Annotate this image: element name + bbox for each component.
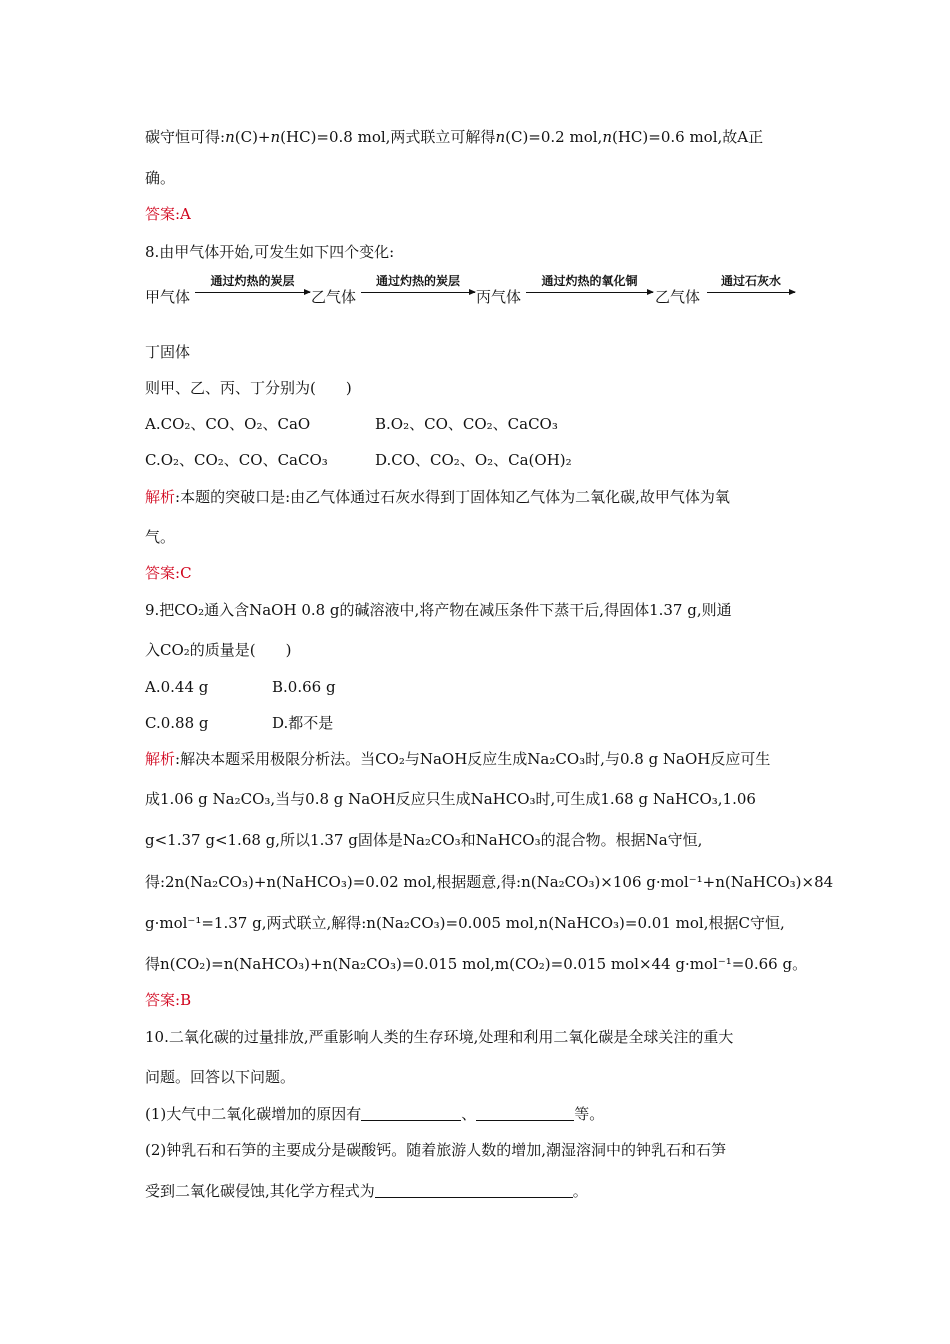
question-10-stem: 10.二氧化碳的过量排放,严重影响人类的生存环境,处理和利用二氧化碳是全球关注的重大 [145,1028,734,1046]
question-8-stem: 8.由甲气体开始,可发生如下四个变化: [145,243,395,261]
question-8-analysis: 解析:本题的突破口是:由乙气体通过石灰水得到丁固体知乙气体为二氧化碳,故甲气体为氧 [145,488,730,506]
option-d: D.都不是 [272,714,334,732]
flow-arrow-4 [707,272,795,293]
flow-arrow-1 [195,272,310,293]
arrow-icon [526,292,653,293]
analysis-line: g·mol⁻¹=1.37 g,两式联立,解得:n(Na₂CO₃)=0.005 mol,n(NaHCO₃)=0.01 mol,根据C守恒, [145,914,785,932]
question-9-stem-line: 入CO₂的质量是( ) [145,641,292,659]
reaction-flow-diagram [145,270,805,310]
sub-question-2-line: 受到二氧化碳侵蚀,其化学方程式为 。 [145,1182,588,1200]
question-8-answer: 答案:C [145,564,192,582]
sub-question-2: (2)钟乳石和石笋的主要成分是碳酸钙。随着旅游人数的增加,潮湿溶洞中的钟乳石和石笋 [145,1141,727,1159]
flow-arrow-label: 通过灼热的炭层 [375,274,460,288]
answer-label: 答案 [145,564,176,582]
flow-result: 丁固体 [145,343,191,361]
flow-arrow-2 [361,272,475,293]
analysis-line: 气。 [145,528,176,546]
answer-blank[interactable] [476,1106,574,1121]
arrow-icon [195,292,310,293]
option-d: D.CO、CO₂、O₂、Ca(OH)₂ [375,451,572,469]
flow-arrow-label: 通过灼热的氧化铜 [541,274,638,288]
arrow-icon [361,292,475,293]
question-9-stem: 9.把CO₂通入含NaOH 0.8 g的碱溶液中,将产物在减压条件下蒸干后,得固体1.37 g,则通 [145,601,732,619]
option-c: C.0.88 g [145,714,209,732]
analysis-label: 解析 [145,488,176,506]
flow-arrow-3 [526,272,653,293]
analysis-line: 得n(CO₂)=n(NaHCO₃)+n(Na₂CO₃)=0.015 mol,m(CO₂)=0.015 mol×44 g·mol⁻¹=0.66 g。 [145,955,808,973]
sub-question-1: (1)大气中二氧化碳增加的原因有 、 等。 [145,1105,605,1123]
flow-gas-bing: 丙气体 [476,288,522,306]
option-b: B.0.66 g [272,678,336,696]
paragraph-line: 确。 [145,169,176,187]
option-a: A.CO₂、CO、O₂、CaO [145,415,311,433]
flow-gas-yi: 乙气体 [311,288,357,306]
answer-blank[interactable] [375,1183,573,1198]
question-10-stem-line: 问题。回答以下问题。 [145,1068,296,1086]
previous-answer: 答案:A [145,205,191,223]
analysis-line: 得:2n(Na₂CO₃)+n(NaHCO₃)=0.02 mol,根据题意,得:n(Na₂CO₃)×106 g·mol⁻¹+n(NaHCO₃)×84 [145,873,834,891]
flow-gas-jia: 甲气体 [145,288,191,306]
analysis-line: g<1.37 g<1.68 g,所以1.37 g固体是Na₂CO₃和NaHCO₃的混合物。根据Na守恒, [145,831,703,849]
question-9-analysis: 解析:解决本题采用极限分析法。当CO₂与NaOH反应生成Na₂CO₃时,与0.8 g NaOH反应可生 [145,750,771,768]
arrow-icon [707,292,795,293]
flow-arrow-label: 通过石灰水 [720,274,781,288]
option-a: A.0.44 g [145,678,209,696]
analysis-label: 解析 [145,750,176,768]
paragraph-line: 碳守恒可得:n(C)+n(HC)=0.8 mol,两式联立可解得n(C)=0.2 mol,n(HC)=0.6 mol,故A正 [145,128,764,146]
answer-blank[interactable] [361,1106,461,1121]
question-9-answer: 答案:B [145,991,192,1009]
flow-gas-yi-2: 乙气体 [655,288,701,306]
option-c: C.O₂、CO₂、CO、CaCO₃ [145,451,328,469]
question-8-prompt: 则甲、乙、丙、丁分别为( ) [145,379,352,397]
answer-label: 答案 [145,991,176,1009]
analysis-line: 成1.06 g Na₂CO₃,当与0.8 g NaOH反应只生成NaHCO₃时,可生成1.68 g NaHCO₃,1.06 [145,790,756,808]
flow-arrow-label: 通过灼热的炭层 [210,274,295,288]
option-b: B.O₂、CO、CO₂、CaCO₃ [375,415,558,433]
